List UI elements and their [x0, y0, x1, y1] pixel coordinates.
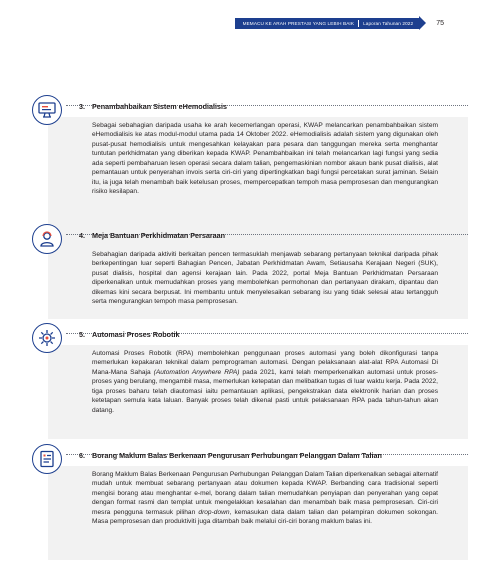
header-band — [235, 18, 420, 29]
section-title: Penambahbaikan Sistem eHemodialisis — [92, 102, 228, 111]
header-separator — [358, 20, 359, 27]
section-paragraph — [92, 470, 438, 527]
chevron-right-icon — [419, 16, 426, 30]
chapter-title: MEMACU KE ARAH PRESTASI YANG LEBIH BAIK — [242, 20, 355, 26]
section-title: Meja Bantuan Perkhidmatan Persaraan — [92, 231, 226, 240]
paragraph-text: Borang Maklum Balas Berkenaan Pengurusan Perhubungan Pelanggan Dalam Talian diperkenalkan sebagai alternatif mudah untuk membuat sebarang pertanyaan atau dokumen kepada KWAP. Berbanding cara tradisional seperti mengisi borang atau menghantar e-mel, borang dalam talian memudahkan penyiapan dan penyerahan yang cepat dengan format rasmi dan templat untuk mengelakkan kesalahan dan menambah baik masa pemprosesan. Ciri-ciri mesra pengguna termasuk pilihan — [92, 471, 438, 516]
section-number: 6. — [79, 451, 85, 460]
paragraph-text: pada 2021, kami telah memperkenalkan automasi untuk proses-proses yang berulang, mengambil masa, memerlukan ketepatan dan melibatkan tugas di luar waktu kerja. Pada 2022, tiga proses baharu telah diautomasi iaitu pemantauan aplikasi, pengekstrakan data elektronik harian dan proses ketetapan semula kata laluan. Banyak proses telah dikenal pasti untuk pelaksanaan RPA pada tahun-tahun akan datang. — [92, 368, 438, 414]
page-number: 75 — [436, 19, 444, 27]
paragraph-text: Automasi Proses Robotik (RPA) membolehkan penggunaan proses automasi yang boleh dikonfigurasi tanpa memerlukan kepakaran teknikal dalam pemprograman automasi. Dengan pelaksanaan alat-alat RPA Automasi Di Mana-Mana Sahaja — [92, 350, 438, 376]
section-number: 3. — [79, 102, 85, 111]
monitor-display-icon — [32, 95, 62, 125]
report-title: Laporan Tahunan 2022 — [363, 20, 414, 26]
section-paragraph: Sebagai sebahagian daripada usaha ke arah kecemerlangan operasi, KWAP melancarkan penambahbaikan sistem eHemodialisis ke atas modul-modul utama pada 14 Oktober 2022. eHemodialisis adalah sistem yang digunakan oleh pusat-pusat hemodialisis untuk mengesahkan kelayakan para pesara dan tanggungan mereka serta menghantar tuntutan perkhidmatan yang diberikan kepada KWAP. Penambahbaikan ini telah melancarkan lagi fungsi yang sedia ada seperti pembaharuan lesen operasi secara dalam talian, pengemaskinian nombor akaun bank pusat dialisis, alat pemantauan untuk penyerahan invois serta ciri-ciri yang dipertingkatkan bagi fungsi percetakan surat jaminan. Selain itu, ia juga telah menambah baik ketelusan proses, mempercepatkan tempoh masa pemprosesan dan mengurangkan risiko kesilapan. — [92, 122, 438, 196]
section-number: 4. — [79, 231, 85, 240]
robotic-gear-icon — [32, 323, 62, 353]
paragraph-italic: drop-down — [198, 508, 230, 516]
helpdesk-agent-icon — [32, 224, 62, 254]
section-paragraph — [92, 349, 438, 415]
section-title: Borang Maklum Balas Berkenaan Pengurusan Perhubungan Pelanggan Dalam Talian — [92, 451, 382, 460]
section-paragraph: Sebahagian daripada aktiviti berkaitan pencen termasuklah menjawab sebarang pertanyaan teknikal daripada pihak berkepentingan luar seperti Bahagian Pencen, Jabatan Perkhidmatan Awam, Setiausaha Kerajaan Negeri (SUK), pusat dialisis, hospital dan agensi kerajaan lain. Pada 2022, portal Meja Bantuan Perkhidmatan Persaraan diperkenalkan untuk memudahkan proses yang membolehkan permohonan dan pertanyaan dirakam, dipantau dan dikemas kini secara berpusat. Ini membantu untuk menyelesaikan sebarang isu yang tidak selesai atau tertangguh serta mengurangkan tempoh masa pemprosesan. — [92, 251, 438, 306]
online-form-icon — [32, 444, 62, 474]
section-number: 5. — [79, 330, 85, 339]
paragraph-text: , kemasukan data dalam talian dan pelampiran dokumen sokongan. Masa pemprosesan dan produktiviti juga ditambah baik melalui ciri-ciri borang maklum balas ini. — [92, 508, 438, 526]
section-title: Automasi Proses Robotik — [92, 330, 180, 339]
paragraph-italic: (Automation Anywhere RPA) — [153, 368, 240, 376]
page-header — [235, 16, 480, 30]
